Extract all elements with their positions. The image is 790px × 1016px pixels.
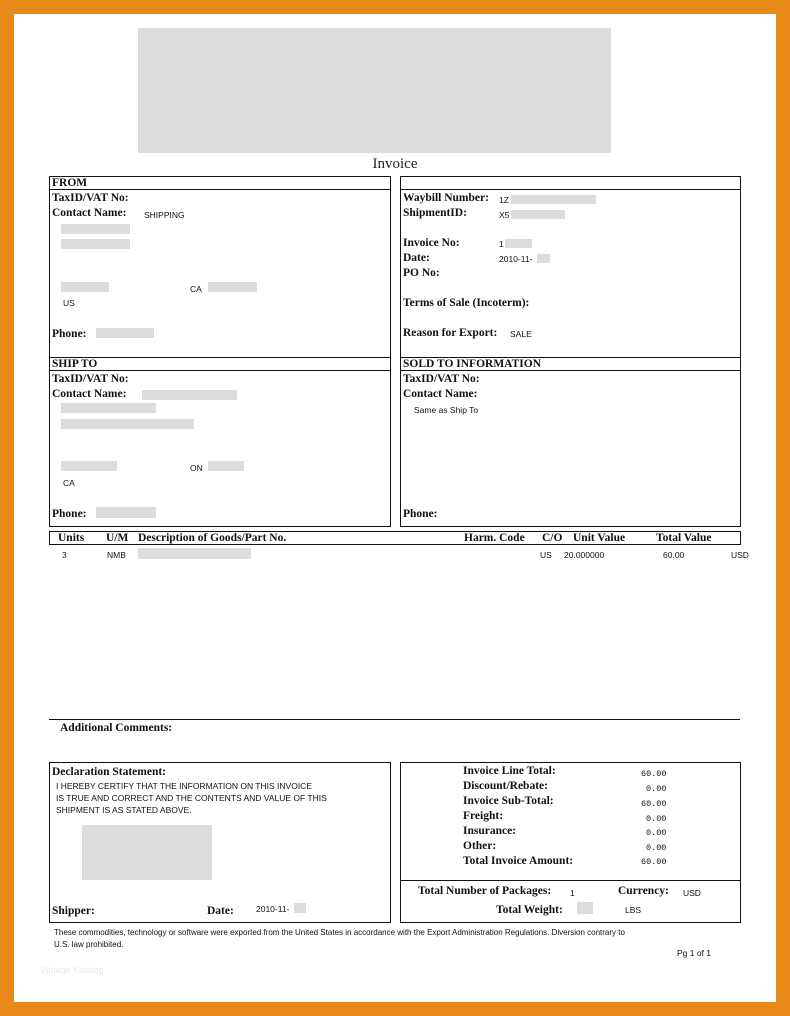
redacted-signature	[82, 825, 212, 880]
totals-section	[400, 762, 741, 923]
ship-to-tax-label: TaxID/VAT No:	[52, 373, 129, 385]
currency-value: USD	[683, 888, 701, 898]
row-um: NMB	[107, 550, 126, 560]
ship-to-header: SHIP TO	[52, 358, 98, 370]
ship-to-state: ON	[190, 463, 203, 473]
page-number: Pg 1 of 1	[677, 948, 712, 958]
redacted-ship-phone	[96, 507, 156, 518]
reason-label: Reason for Export:	[403, 327, 498, 339]
declaration-line3: SHIPMENT IS AS STATED ABOVE.	[56, 805, 192, 815]
page-title: Invoice	[372, 156, 418, 172]
row-total-value: 60.00	[663, 550, 685, 560]
declaration-date-value: 2010-11-	[256, 904, 290, 914]
line-total-label: Invoice Line Total:	[463, 765, 556, 777]
waybill-label: Waybill Number:	[403, 192, 489, 204]
redacted-weight	[577, 902, 593, 914]
invoice-page	[14, 14, 776, 1002]
row-unit-value: 20.000000	[564, 550, 605, 560]
redacted-date	[537, 254, 550, 263]
shipper-label: Shipper:	[52, 905, 95, 917]
redacted-waybill	[511, 195, 596, 204]
redacted-invoice-no	[505, 239, 532, 248]
total-amount-label: Total Invoice Amount:	[463, 855, 574, 867]
sold-to-header: SOLD TO INFORMATION	[403, 358, 542, 370]
from-header: FROM	[52, 177, 88, 189]
col-co: C/O	[542, 532, 563, 544]
col-unit-value: Unit Value	[573, 532, 626, 544]
redacted-from-zip	[208, 282, 257, 292]
total-amount-value: 60.00	[641, 857, 667, 867]
from-contact-label: Contact Name:	[52, 207, 127, 219]
watermark: Vorlage Katalog	[40, 965, 104, 975]
date-value: 2010-11-	[499, 254, 533, 264]
freight-label: Freight:	[463, 810, 504, 822]
waybill-value: 1Z	[499, 195, 509, 205]
declaration-header: Declaration Statement:	[52, 766, 167, 778]
redacted-from-line1	[61, 224, 130, 234]
redacted-from-line2	[61, 239, 130, 249]
invoice-no-label: Invoice No:	[403, 237, 460, 249]
sold-to-phone-label: Phone:	[403, 508, 438, 520]
from-state: CA	[190, 284, 202, 294]
from-phone-label: Phone:	[52, 328, 87, 340]
redacted-ship-zip	[208, 461, 244, 471]
insurance-value: 0.00	[646, 828, 667, 838]
from-contact-value: SHIPPING	[144, 210, 185, 220]
redacted-logo	[138, 28, 611, 153]
col-units: Units	[58, 532, 85, 544]
redacted-declaration-date	[294, 903, 306, 913]
ship-to-country: CA	[63, 478, 75, 488]
invoice-no-value: 1	[499, 239, 504, 249]
col-total-value: Total Value	[656, 532, 712, 544]
currency-label: Currency:	[618, 885, 669, 897]
row-units: 3	[62, 550, 67, 560]
export-notice-line1: These commodities, technology or software were exported from the United States in accordance with the Export Administration Regulations. Diversion contrary to	[54, 928, 625, 937]
subtotal-value: 60.00	[641, 799, 667, 809]
terms-label: Terms of Sale (Incoterm):	[403, 297, 530, 309]
freight-value: 0.00	[646, 814, 667, 824]
discount-value: 0.00	[646, 784, 667, 794]
redacted-ship-contact	[142, 390, 237, 400]
redacted-from-phone	[96, 328, 154, 338]
row-co: US	[540, 550, 552, 560]
redacted-shipment-id	[511, 210, 565, 219]
reason-value: SALE	[510, 329, 532, 339]
insurance-label: Insurance:	[463, 825, 517, 837]
col-um: U/M	[106, 532, 129, 544]
redacted-description	[138, 548, 251, 559]
redacted-ship-city	[61, 461, 117, 471]
shipment-id-label: ShipmentID:	[403, 207, 467, 219]
col-description: Description of Goods/Part No.	[138, 532, 287, 544]
sold-to-tax-label: TaxID/VAT No:	[403, 373, 480, 385]
discount-label: Discount/Rebate:	[463, 780, 548, 792]
declaration-date-label: Date:	[207, 905, 234, 917]
redacted-ship-line1	[61, 403, 156, 413]
shipment-id-value: X5	[499, 210, 510, 220]
from-country: US	[63, 298, 75, 308]
packages-value: 1	[570, 888, 575, 898]
export-notice-line2: U.S. law prohibited.	[54, 940, 124, 949]
weight-unit: LBS	[625, 905, 642, 915]
ship-to-contact-label: Contact Name:	[52, 388, 127, 400]
sold-to-contact-label: Contact Name:	[403, 388, 478, 400]
line-total-value: 60.00	[641, 769, 667, 779]
other-value: 0.00	[646, 843, 667, 853]
declaration-line2: IS TRUE AND CORRECT AND THE CONTENTS AND VALUE OF THIS	[56, 793, 327, 803]
packages-label: Total Number of Packages:	[418, 885, 552, 897]
redacted-from-city	[61, 282, 109, 292]
weight-label: Total Weight:	[496, 904, 563, 916]
redacted-ship-line2	[61, 419, 194, 429]
sold-to-contact-value: Same as Ship To	[414, 405, 479, 415]
col-harm-code: Harm. Code	[464, 532, 525, 544]
subtotal-label: Invoice Sub-Total:	[463, 795, 554, 807]
additional-comments-label: Additional Comments:	[60, 722, 173, 734]
from-tax-label: TaxID/VAT No:	[52, 192, 129, 204]
po-no-label: PO No:	[403, 267, 440, 279]
other-label: Other:	[463, 840, 497, 852]
ship-to-phone-label: Phone:	[52, 508, 87, 520]
declaration-line1: I HEREBY CERTIFY THAT THE INFORMATION ON THIS INVOICE	[56, 781, 312, 791]
comments-rule	[49, 719, 740, 720]
row-currency: USD	[731, 550, 749, 560]
date-label: Date:	[403, 252, 430, 264]
